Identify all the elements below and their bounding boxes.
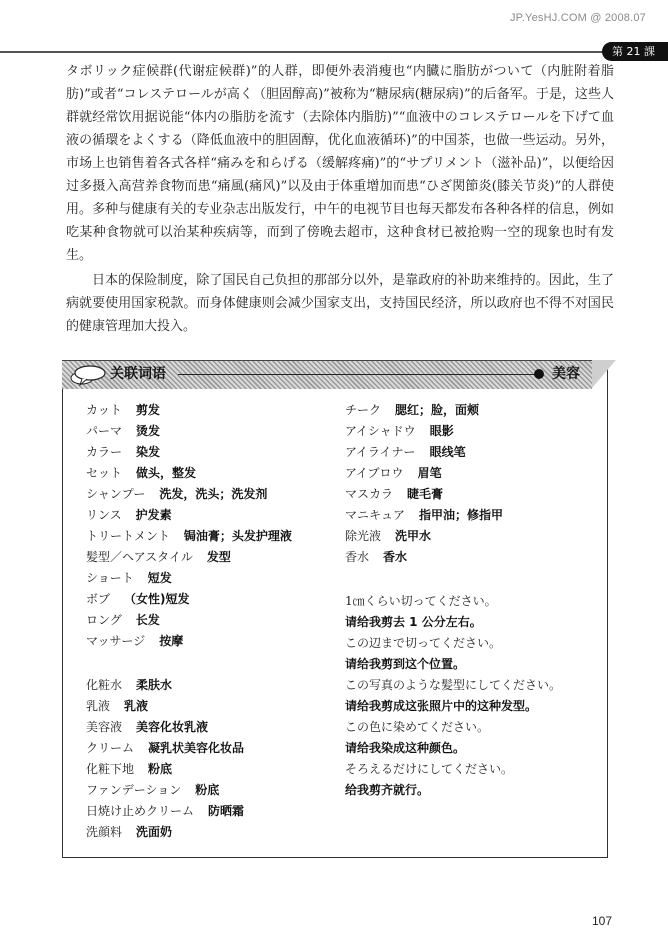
vocab-zh: 做头，整发 xyxy=(136,466,197,480)
vocab-item xyxy=(86,505,336,526)
vocab-item xyxy=(345,505,605,526)
vocab-zh: 按摩 xyxy=(159,634,184,648)
vocab-jp: 美容液 xyxy=(86,720,123,734)
vocab-item xyxy=(86,631,336,652)
speech-bubble-icon xyxy=(68,364,108,386)
phrase-jp-text: この辺まで切ってください。 xyxy=(345,636,502,650)
vocab-jp: パーマ xyxy=(86,424,123,438)
vocab-item xyxy=(345,421,605,442)
body-text xyxy=(66,60,614,338)
vocab-item xyxy=(86,696,336,717)
vocab-jp: 化粧水 xyxy=(86,678,123,692)
phrase-zh xyxy=(345,654,605,675)
vocab-jp: アイブロウ xyxy=(345,466,404,480)
phrase-zh-text: 给我剪齐就行。 xyxy=(345,783,430,797)
lesson-tab: 第 21 課 xyxy=(602,42,668,61)
vocab-item xyxy=(86,675,336,696)
phrase-zh-text: 请给我剪成这张照片中的这种发型。 xyxy=(345,699,538,713)
vocab-zh: 防晒霜 xyxy=(208,804,245,818)
vocab-item xyxy=(345,526,605,547)
folded-corner-decoration xyxy=(592,360,616,388)
vocab-jp: シャンプー xyxy=(86,487,146,501)
vocab-jp: リンス xyxy=(86,508,122,522)
vocab-zh: 凝乳状美容化妆品 xyxy=(148,741,245,755)
vocab-item xyxy=(86,547,336,568)
phrase-zh-text: 请给我染成这种颜色。 xyxy=(345,741,466,755)
vocab-item xyxy=(86,759,336,780)
vocab-zh: （女性)短发 xyxy=(124,592,190,606)
phrase-jp xyxy=(345,633,605,654)
vocab-jp: 香水 xyxy=(345,550,370,564)
vocab-jp: マニキュア xyxy=(345,508,406,522)
phrase-jp xyxy=(345,717,605,738)
vocab-zh: 锔油膏；头发护理液 xyxy=(183,529,292,543)
vocab-item xyxy=(86,526,336,547)
vocab-zh: 洗发，洗头；洗发剂 xyxy=(159,487,268,501)
vocab-jp: カット xyxy=(86,403,122,417)
vocab-zh: 长发 xyxy=(135,613,160,627)
vocab-jp: ファンデーション xyxy=(86,783,182,797)
vocab-jp: 日焼け止めクリーム xyxy=(86,804,195,818)
vocab-zh: 睫毛膏 xyxy=(407,487,444,501)
vocab-item xyxy=(86,822,336,843)
vocab-zh: 剪发 xyxy=(135,403,160,417)
vocab-item xyxy=(86,780,336,801)
phrase-list xyxy=(345,591,605,801)
phrase-jp xyxy=(345,675,605,696)
vocab-item xyxy=(345,400,605,421)
vocab-item xyxy=(345,547,605,568)
header-divider-line xyxy=(178,374,534,375)
phrase-jp-text: この写真のような髪型にしてください。 xyxy=(345,678,562,692)
phrase-zh xyxy=(345,696,605,717)
vocab-zh: 指甲油；修指甲 xyxy=(419,508,504,522)
vocab-jp: 乳液 xyxy=(86,699,111,713)
vocab-jp: ボブ xyxy=(86,592,111,606)
vocab-zh: 眼影 xyxy=(429,424,454,438)
vocab-zh: 洗面奶 xyxy=(136,825,173,839)
vocab-jp: マッサージ xyxy=(86,634,146,648)
vocab-zh: 眉笔 xyxy=(417,466,442,480)
vocab-item xyxy=(86,421,336,442)
vocab-jp: アイライナー xyxy=(345,445,416,459)
page-number: 107 xyxy=(592,914,613,928)
header-rule xyxy=(0,51,606,53)
vocab-column-left xyxy=(86,400,336,843)
phrase-zh xyxy=(345,738,605,759)
vocab-jp: ロング xyxy=(86,613,122,627)
vocab-jp: 化粧下地 xyxy=(86,762,135,776)
vocab-zh: 乳液 xyxy=(124,699,149,713)
vocab-item xyxy=(86,738,336,759)
vocab-jp: カラー xyxy=(86,445,123,459)
phrase-jp xyxy=(345,591,605,612)
vocab-jp: セット xyxy=(86,466,123,480)
phrase-zh-text: 请给我剪到这个位置。 xyxy=(345,657,466,671)
vocab-jp: ショート xyxy=(86,571,134,585)
vocab-item xyxy=(86,717,336,738)
vocab-zh: 粉底 xyxy=(195,783,220,797)
vocab-item xyxy=(345,442,605,463)
vocab-zh: 香水 xyxy=(383,550,408,564)
phrase-jp-text: そろえるだけにしてください。 xyxy=(345,762,514,776)
vocab-jp: 洗顔料 xyxy=(86,825,123,839)
vocab-zh: 烫发 xyxy=(136,424,161,438)
vocab-item xyxy=(86,589,336,610)
vocab-jp: アイシャドウ xyxy=(345,424,416,438)
vocab-jp: 髪型／ヘアスタイル xyxy=(86,550,193,564)
vocab-item xyxy=(86,463,336,484)
phrase-jp-text: 1㎝くらい切ってください。 xyxy=(345,594,497,608)
vocab-item xyxy=(86,442,336,463)
vocab-item xyxy=(86,484,336,505)
vocab-jp: 除光液 xyxy=(345,529,382,543)
vocab-zh: 染发 xyxy=(136,445,161,459)
vocab-column-right xyxy=(345,400,605,801)
vocab-jp: トリートメント xyxy=(86,529,170,543)
vocab-item xyxy=(86,610,336,631)
phrase-zh-text: 请给我剪去 1 公分左右。 xyxy=(345,615,482,629)
phrase-jp-text: この色に染めてください。 xyxy=(345,720,490,734)
vocab-jp: チーク xyxy=(345,403,382,417)
vocab-zh: 粉底 xyxy=(148,762,173,776)
paragraph-1: タボリック症候群(代谢症候群)”的人群，即便外表消瘦也“内臓に脂肪がついて（内脏附着脂肪)”或者“コレステロールが高く（胆固醇高)”被称为“糖尿病(糖尿病)”的后备军。于是，这些人群就经常饮用据说能“体内の脂肪を流す（去除体内脂肪)”“血液中のコレステロールを下げて血液の循環をよくする（降低血液中的胆固醇，优化血液循环)”的中国茶，也做一些运动。另外，市场上也销售着各式各样“痛みを和らげる（缓解疼痛)”的“サプリメント（滋补品)”，以便给因过多摄入高营养食物而患“痛風(痛风)”以及由于体重增加而患“ひざ関節炎(膝关节炎)”的人群使用。多种与健康有关的专业杂志出版发行，中午的电视节目也每天都发布各种各样的信息，例如吃某种食物就可以治某种疾病等，而到了傍晚去超市，这种食材已被抢购一空的现象也时有发生。 xyxy=(66,64,614,263)
phrase-zh xyxy=(345,612,605,633)
bullet-dot-icon xyxy=(534,369,544,379)
phrase-zh xyxy=(345,780,605,801)
vocab-zh: 发型 xyxy=(206,550,231,564)
vocab-zh: 美容化妆乳液 xyxy=(136,720,209,734)
vocab-zh: 腮红；脸，面颊 xyxy=(395,403,480,417)
vocab-title: 关联词语 xyxy=(110,366,166,382)
vocab-item xyxy=(345,463,605,484)
vocab-jp: クリーム xyxy=(86,741,135,755)
phrase-jp xyxy=(345,759,605,780)
vocab-item xyxy=(345,484,605,505)
vocab-zh: 护发素 xyxy=(135,508,172,522)
vocab-item xyxy=(86,568,336,589)
vocab-topic: 美容 xyxy=(552,366,580,382)
vocab-zh: 柔肤水 xyxy=(136,678,173,692)
vocab-zh: 洗甲水 xyxy=(395,529,432,543)
vocab-item xyxy=(86,801,336,822)
paragraph-2: 日本的保险制度，除了国民自己负担的那部分以外，是靠政府的补助来维持的。因此，生了病就要使用国家税款。而身体健康则会减少国家支出，支持国民经济，所以政府也不得不对国民的健康管理加大投入。 xyxy=(66,273,614,334)
vocab-zh: 眼线笔 xyxy=(429,445,466,459)
vocab-zh: 短发 xyxy=(147,571,172,585)
vocab-item xyxy=(86,400,336,421)
vocab-jp: マスカラ xyxy=(345,487,394,501)
watermark: JP.YesHJ.COM @ 2008.07 xyxy=(509,12,646,24)
